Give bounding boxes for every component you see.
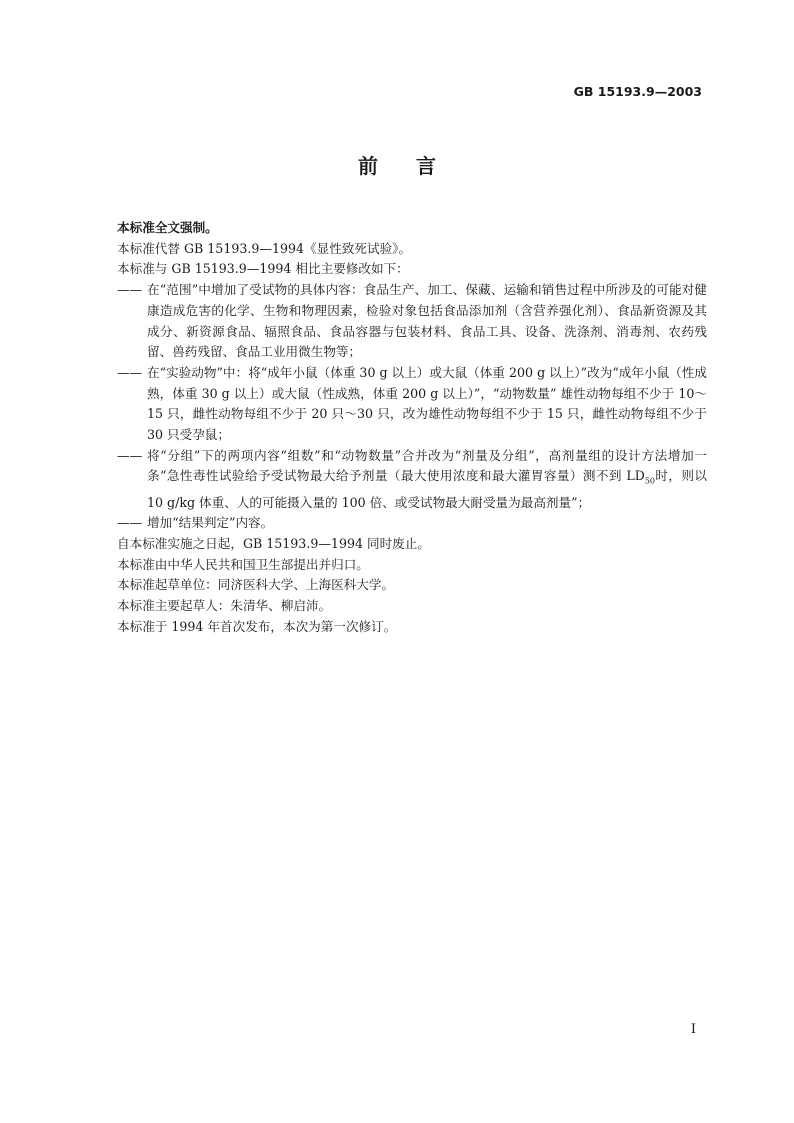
change-item-animals: [117, 363, 707, 446]
change-item-grouping: [117, 446, 707, 514]
item-dash: ——: [117, 364, 143, 380]
title-char-2: 言: [416, 154, 436, 178]
item-dash: ——: [117, 282, 143, 298]
item-text-part-2: 时，则以 10 g/kg 体重、人的可能摄入量的 100 倍、或受试物最大耐受量为最高剂量”；: [147, 468, 708, 510]
paragraph-mandatory: 本标准全文强制。: [117, 220, 218, 235]
page-title: [0, 150, 794, 179]
paragraph-proposer: 本标准由中华人民共和国卫生部提出并归口。: [117, 556, 369, 572]
standard-code: GB 15193.9—2003: [573, 84, 702, 99]
item-text-part-1: 将“分组”下的两项内容“组数”和“动物数量”合并改为“剂量及分组”，高剂量组的设计方法增加一条“急性毒性试验给予受试物最大给予剂量（最大使用浓度和最大灌胃容量）测不到 LD: [147, 447, 707, 484]
ld-subscript: 50: [644, 476, 655, 486]
item-text: [147, 446, 707, 514]
paragraph-replaces: 本标准代替 GB 15193.9—1994《显性致死试验》。: [117, 240, 412, 256]
title-char-1: 前: [358, 154, 378, 178]
item-text: 在“范围”中增加了受试物的具体内容：食品生产、加工、保藏、运输和销售过程中所涉及的可能对健康造成危害的化学、生物和物理因素，检验对象包括食品添加剂（含营养强化剂）、食品新资源及其成分、新资源食品、辐照食品、食品容器与包装材料、食品工具、设备、洗涤剂、消毒剂、农药残留、兽药残留、食品工业用微生物等；: [147, 282, 707, 360]
preface-body: [117, 218, 707, 638]
item-dash: ——: [117, 515, 143, 531]
item-dash: ——: [117, 447, 143, 463]
change-item-result: [117, 513, 707, 534]
paragraph-drafters: 本标准主要起草人：朱清华、柳启沛。: [117, 598, 332, 614]
change-item-scope: [117, 280, 707, 363]
paragraph-changes-intro: 本标准与 GB 15193.9—1994 相比主要修改如下：: [117, 261, 409, 277]
item-text: 在“实验动物”中：将“成年小鼠（体重 30 g 以上）或大鼠（体重 200 g 以上）”改为“成年小鼠（性成熟，体重 30 g 以上）或大鼠（性成熟，体重 200 g 以上）”，“动物数量” 雄性动物每组不少于 10～15 只，雌性动物每组不少于 20 只～30 只，改为雄性动物每组不少于 15 只，雌性动物每组不少于 30 只受孕鼠；: [147, 364, 707, 443]
paragraph-history: 本标准于 1994 年首次发布，本次为第一次修订。: [117, 618, 397, 634]
page-number: I: [690, 1022, 696, 1037]
paragraph-abolish: 自本标准实施之日起，GB 15193.9—1994 同时废止。: [117, 536, 430, 552]
paragraph-drafting-units: 本标准起草单位：同济医科大学、上海医科大学。: [117, 577, 395, 593]
item-text: 增加“结果判定”内容。: [147, 515, 274, 531]
